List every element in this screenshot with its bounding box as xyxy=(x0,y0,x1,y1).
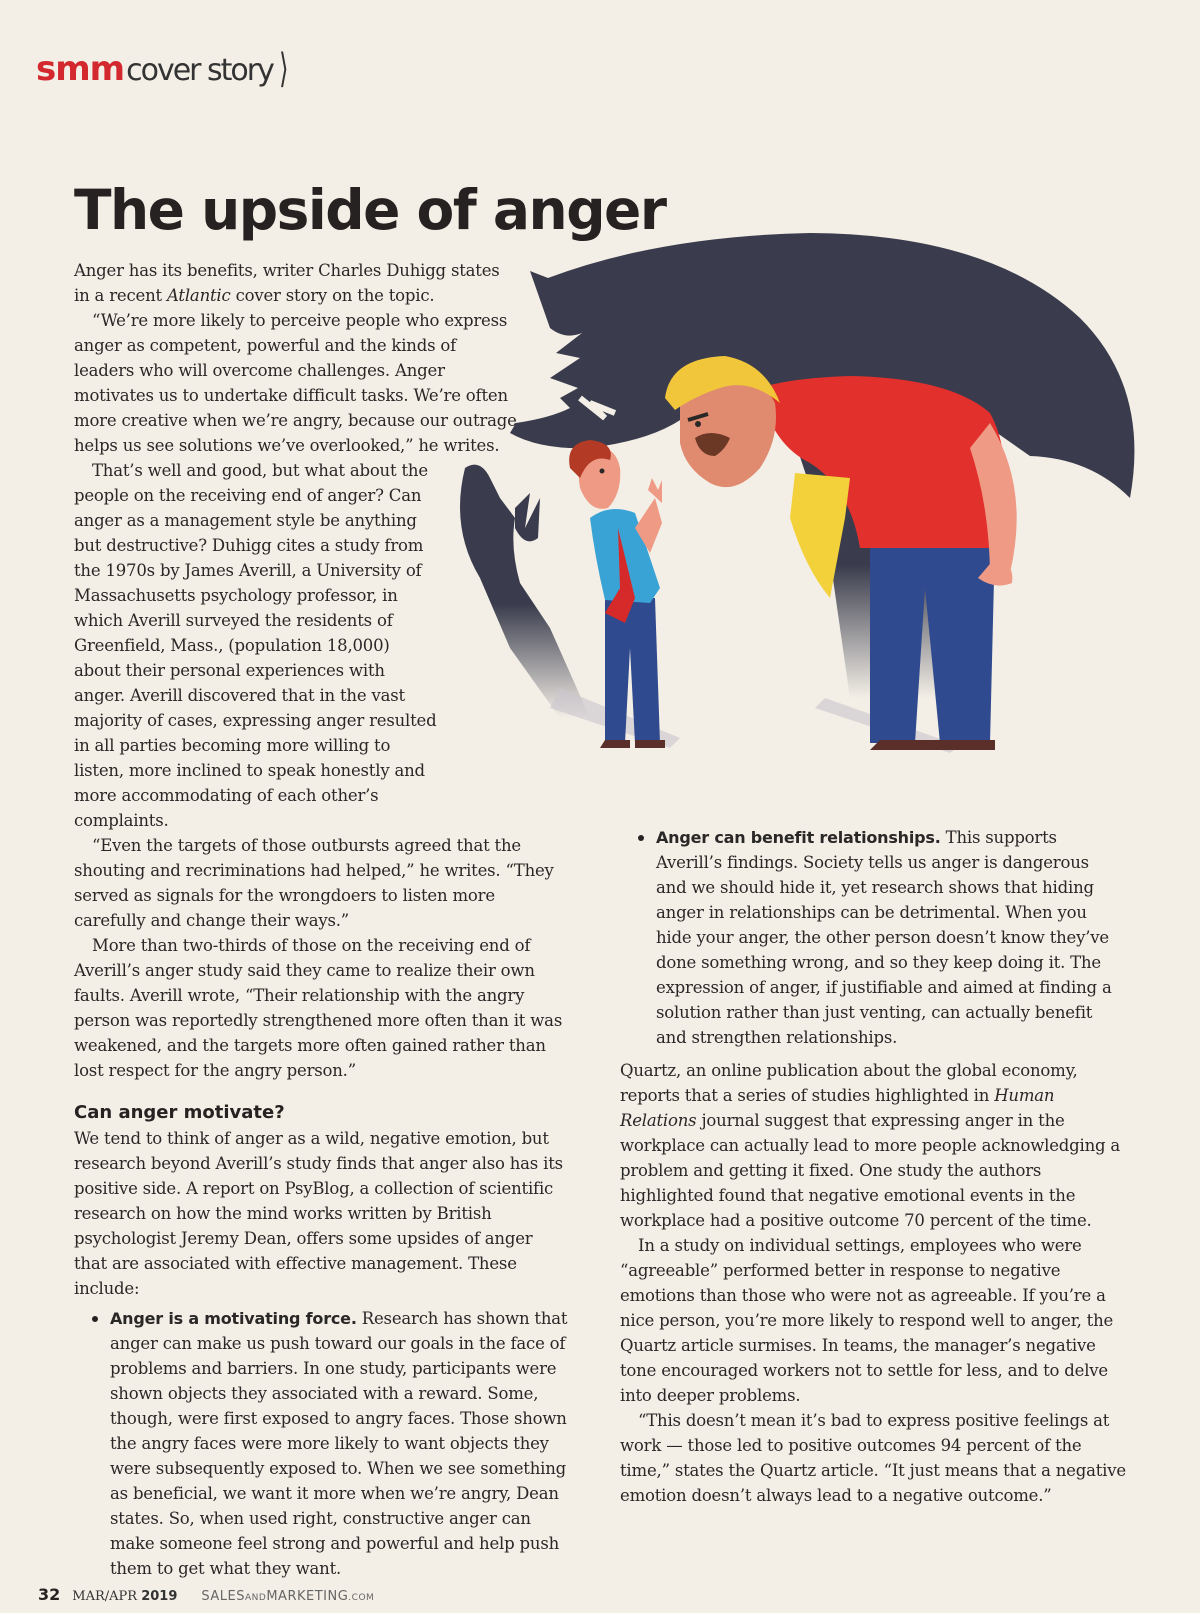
section-label: cover story xyxy=(126,53,273,88)
averill-study-paragraph: That’s well and good, but what about the people on the receiving end of anger? Can anger as a management style be anything but destructive? Duhigg cites a study from the 1970s by James Averill, a University of Massachusetts psychology professor, in which Averill surveyed the residents of Greenfield, Mass., (population 18,000) about their personal experiences with anger. Averill discovered that in the vast majority of cases, expressing anger resulted in all parties becoming more willing to listen, more inclined to speak honestly and more accommodating of each other’s complaints. xyxy=(74,461,437,830)
site-part: MARKETING xyxy=(266,1589,349,1604)
header xyxy=(36,36,291,92)
intro-text: Anger has its benefits, writer Charles Duhigg states in a recent xyxy=(74,261,500,305)
right-bullet xyxy=(620,820,1120,1050)
bullet-text: This supports Averill’s findings. Society tells us anger is dangerous and we should hide it, yet research shows that hiding anger in relationships can be detrimental. When you hide your anger, the other person doesn’t know they’ve done something wrong, and so they keep doing it. The expression of anger, if justifiable and aimed at finding a solution rather than just venting, can actually benefit and strengthen relationships. xyxy=(656,828,1112,1047)
atlantic-italic: Atlantic xyxy=(167,286,231,305)
quartz-text-end: journal suggest that expressing anger in the workplace can actually lead to more people acknowledging a problem and getting it fixed. One study the authors highlighted found that negative emotional events in the workplace had a positive outcome 70 percent of the time. xyxy=(620,1111,1121,1230)
subheading: Can anger motivate? xyxy=(74,1102,285,1123)
issue-month: MAR/APR xyxy=(72,1589,138,1604)
targets-quote-paragraph: “Even the targets of those outbursts agreed that the shouting and recriminations had helped,” he writes. “They served as signals for the wrongdoers to listen more carefully and change their ways.” xyxy=(74,836,554,930)
quartz-paragraph xyxy=(620,1058,1130,1233)
intro-text-end: cover story on the topic. xyxy=(230,286,435,305)
psyblog-paragraph: We tend to think of anger as a wild, negative emotion, but research beyond Averill’s study finds that anger also has its positive side. A report on PsyBlog, a collection of scientific research on how the mind works written by British psychologist Jeremy Dean, offers some upsides of anger that are associated with effective management. These include: xyxy=(74,1129,563,1298)
quartz-text: Quartz, an online publication about the global economy, reports that a series of studies highlighted in xyxy=(620,1061,1078,1105)
bullet-text: Research has shown that anger can make us push toward our goals in the face of problems and barriers. In one study, participants were shown objects they associated with a reward. Some, though, were first exposed to angry faces. Those shown the angry faces were more likely to want objects they were subsequently exposed to. When we see something as beneficial, we want it more when we’re angry, Dean states. So, when used right, constructive anger can make someone feel strong and powerful and help push them to get what they want. xyxy=(110,1309,568,1578)
right-column xyxy=(620,1058,1130,1508)
issue-year: 2019 xyxy=(141,1589,178,1604)
bullet-lead: Anger can benefit relationships. xyxy=(656,828,941,847)
article-title: The upside of anger xyxy=(74,178,666,242)
left-column xyxy=(74,258,569,1581)
bullet-lead: Anger is a motivating force. xyxy=(110,1309,357,1328)
site-part: AND xyxy=(245,1593,267,1603)
footer xyxy=(38,1585,374,1604)
intro-paragraph xyxy=(74,258,519,308)
chevron-right-icon: ⟩ xyxy=(278,46,289,92)
human-relations-italic: Human Relations xyxy=(620,1086,1055,1130)
brand-logo: smm xyxy=(36,49,125,89)
duhigg-quote-paragraph: “We’re more likely to perceive people who express anger as competent, powerful and the kinds of leaders who will overcome challenges. Anger motivates us to undertake difficult tasks. We’re often more creative when we’re angry, because our outrage helps us see solutions we’ve overlooked,” he writes. xyxy=(74,311,517,455)
page-number: 32 xyxy=(38,1585,61,1604)
site-part: .COM xyxy=(348,1593,375,1603)
website xyxy=(201,1589,374,1604)
bullet-motivating-force xyxy=(74,1306,569,1581)
issue-date xyxy=(72,1589,177,1604)
agreeable-paragraph: In a study on individual settings, employees who were “agreeable” performed better in response to negative emotions than those who were not as agreeable. If you’re a nice person, you’re more likely to respond well to anger, the Quartz article surmises. In teams, the manager’s negative tone encouraged workers not to settle for less, and to delve into deeper problems. xyxy=(620,1236,1114,1405)
two-thirds-paragraph: More than two-thirds of those on the receiving end of Averill’s anger study said they came to realize their own faults. Averill wrote, “Their relationship with the angry person was reportedly strengthened more often than it was weakened, and the targets more often gained rather than lost respect for the angry person.” xyxy=(74,936,563,1080)
site-part: SALES xyxy=(201,1589,245,1604)
closing-quote-paragraph: “This doesn’t mean it’s bad to express positive feelings at work — those led to positive outcomes 94 percent of the time,” states the Quartz article. “It just means that a negative emotion doesn’t always lead to a negative outcome.” xyxy=(620,1411,1126,1505)
bullet-relationships xyxy=(620,825,1120,1050)
